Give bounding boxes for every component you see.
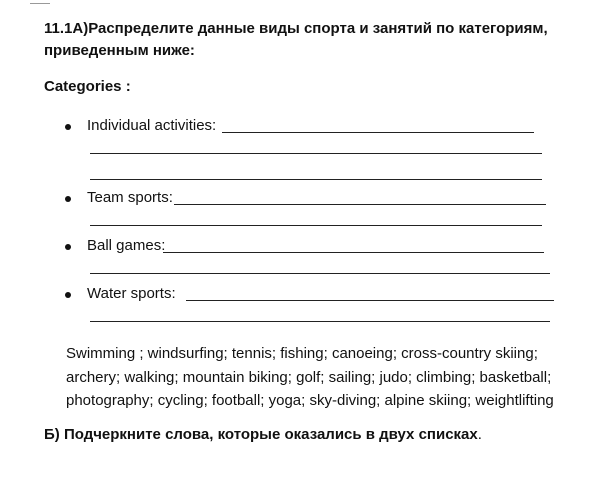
category-water-sports — [62, 284, 562, 308]
answer-blank[interactable] — [186, 300, 554, 301]
bullet-icon — [65, 124, 71, 130]
task-header: 11.1А)Распределите данные виды спорта и занятий по категориям, приведенным ниже: — [44, 20, 548, 59]
word-list — [66, 342, 586, 413]
bullet-icon — [65, 196, 71, 202]
word-list-line: archery; walking; mountain biking; golf; sailing; judo; climbing; basketball; — [66, 368, 552, 386]
answer-blank-line[interactable] — [90, 153, 542, 154]
answer-blank[interactable] — [163, 252, 544, 253]
word-list-line: Swimming ; windsurfing; tennis; fishing; canoeing; cross-country skiing; — [66, 345, 538, 362]
category-team-sports — [62, 188, 562, 212]
category-label: Individual activities: — [87, 117, 217, 134]
answer-blank-line[interactable] — [90, 179, 542, 180]
answer-blank[interactable] — [174, 204, 546, 205]
category-label: Team sports: — [87, 189, 173, 206]
category-label: Water sports: — [87, 285, 176, 302]
answer-blank-line[interactable] — [90, 321, 550, 322]
part-b-text: Б) Подчеркните слова, которые оказались в двух списках — [44, 426, 478, 443]
part-b-instruction — [44, 426, 482, 443]
category-label: Ball games: — [87, 237, 166, 254]
answer-blank-line[interactable] — [90, 273, 550, 274]
top-fragment-line — [30, 0, 50, 4]
categories-title: Categories : — [44, 78, 131, 95]
category-ball-games — [62, 236, 562, 260]
bullet-icon — [65, 244, 71, 250]
part-b-period: . — [477, 426, 482, 443]
category-individual-activities — [62, 116, 562, 140]
answer-blank-line[interactable] — [90, 225, 542, 226]
answer-blank[interactable] — [222, 132, 534, 133]
word-list-line: photography; cycling; football; yoga; sky-diving; alpine skiing; weightlifting — [66, 392, 554, 409]
bullet-icon — [65, 292, 71, 298]
